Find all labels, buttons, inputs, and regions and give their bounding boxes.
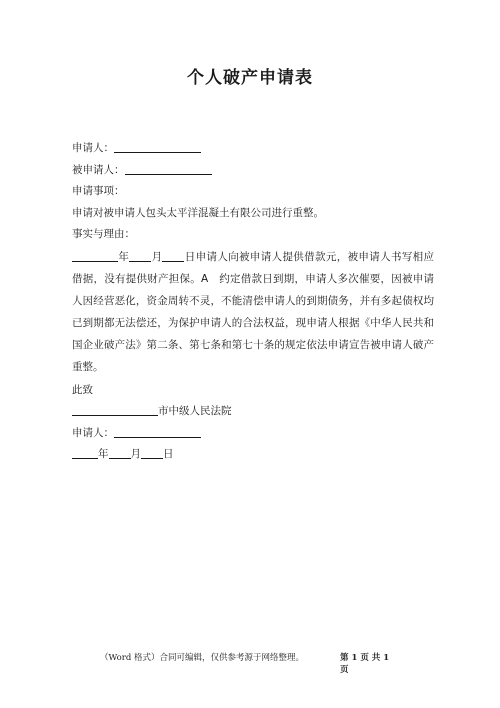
sign-line (72, 423, 434, 445)
document-title: 个人破产申请表 (187, 68, 313, 88)
date-day-blank (141, 446, 163, 459)
sign-label: 申请人： (72, 426, 114, 439)
date-year-blank (72, 446, 98, 459)
applicant-blank (114, 140, 201, 153)
date-year-label: 年 (98, 448, 109, 460)
sign-blank (114, 425, 201, 438)
facts-text: 日申请人向被申请人提供借款元，被申请人书写相应借据，没有提供财产担保。A 约定借款日到期，申请人多次催要，因被申请人因经营恶化，资金周转不灵，不能清偿申请人的到期债务，并有多起债权均已到期都无法偿还，为保护申请人的合法权益，现申请人根据《中华人民共和国企业破产法》第二条、第七条和第七十条的规定依法申请宣告被申请人破产重整。 (72, 250, 435, 373)
respondent-label: 被申请人： (72, 163, 125, 176)
matter-label: 申请事项： (72, 185, 125, 197)
footer-note: （Word 格式）合同可编辑，仅供参考源于网络整理。 (100, 653, 304, 663)
document-body (72, 138, 434, 466)
court-suffix: 市中级人民法院 (158, 405, 232, 417)
year-blank (72, 249, 118, 262)
applicant-line (72, 138, 434, 160)
respondent-blank (125, 162, 212, 175)
closing-text: 此致 (72, 383, 93, 396)
facts-paragraph (72, 246, 434, 378)
day-blank (162, 249, 184, 262)
date-month-label: 月 (130, 448, 141, 460)
facts-label: 事实与理由： (72, 228, 135, 240)
respondent-line (72, 160, 434, 182)
facts-year-label: 年 (118, 250, 130, 263)
date-line (72, 444, 434, 466)
matter-text: 申请对被申请人包头太平洋混凝土有限公司进行重整。 (72, 206, 324, 219)
court-line (72, 401, 434, 423)
date-day-label: 日 (163, 448, 174, 460)
facts-month-label: 月 (151, 250, 163, 263)
page-number: 第 1 页 共 1 页 (340, 653, 390, 675)
applicant-label: 申请人： (72, 142, 114, 154)
month-blank (129, 249, 151, 262)
court-blank (72, 403, 158, 416)
date-month-blank (109, 446, 131, 459)
